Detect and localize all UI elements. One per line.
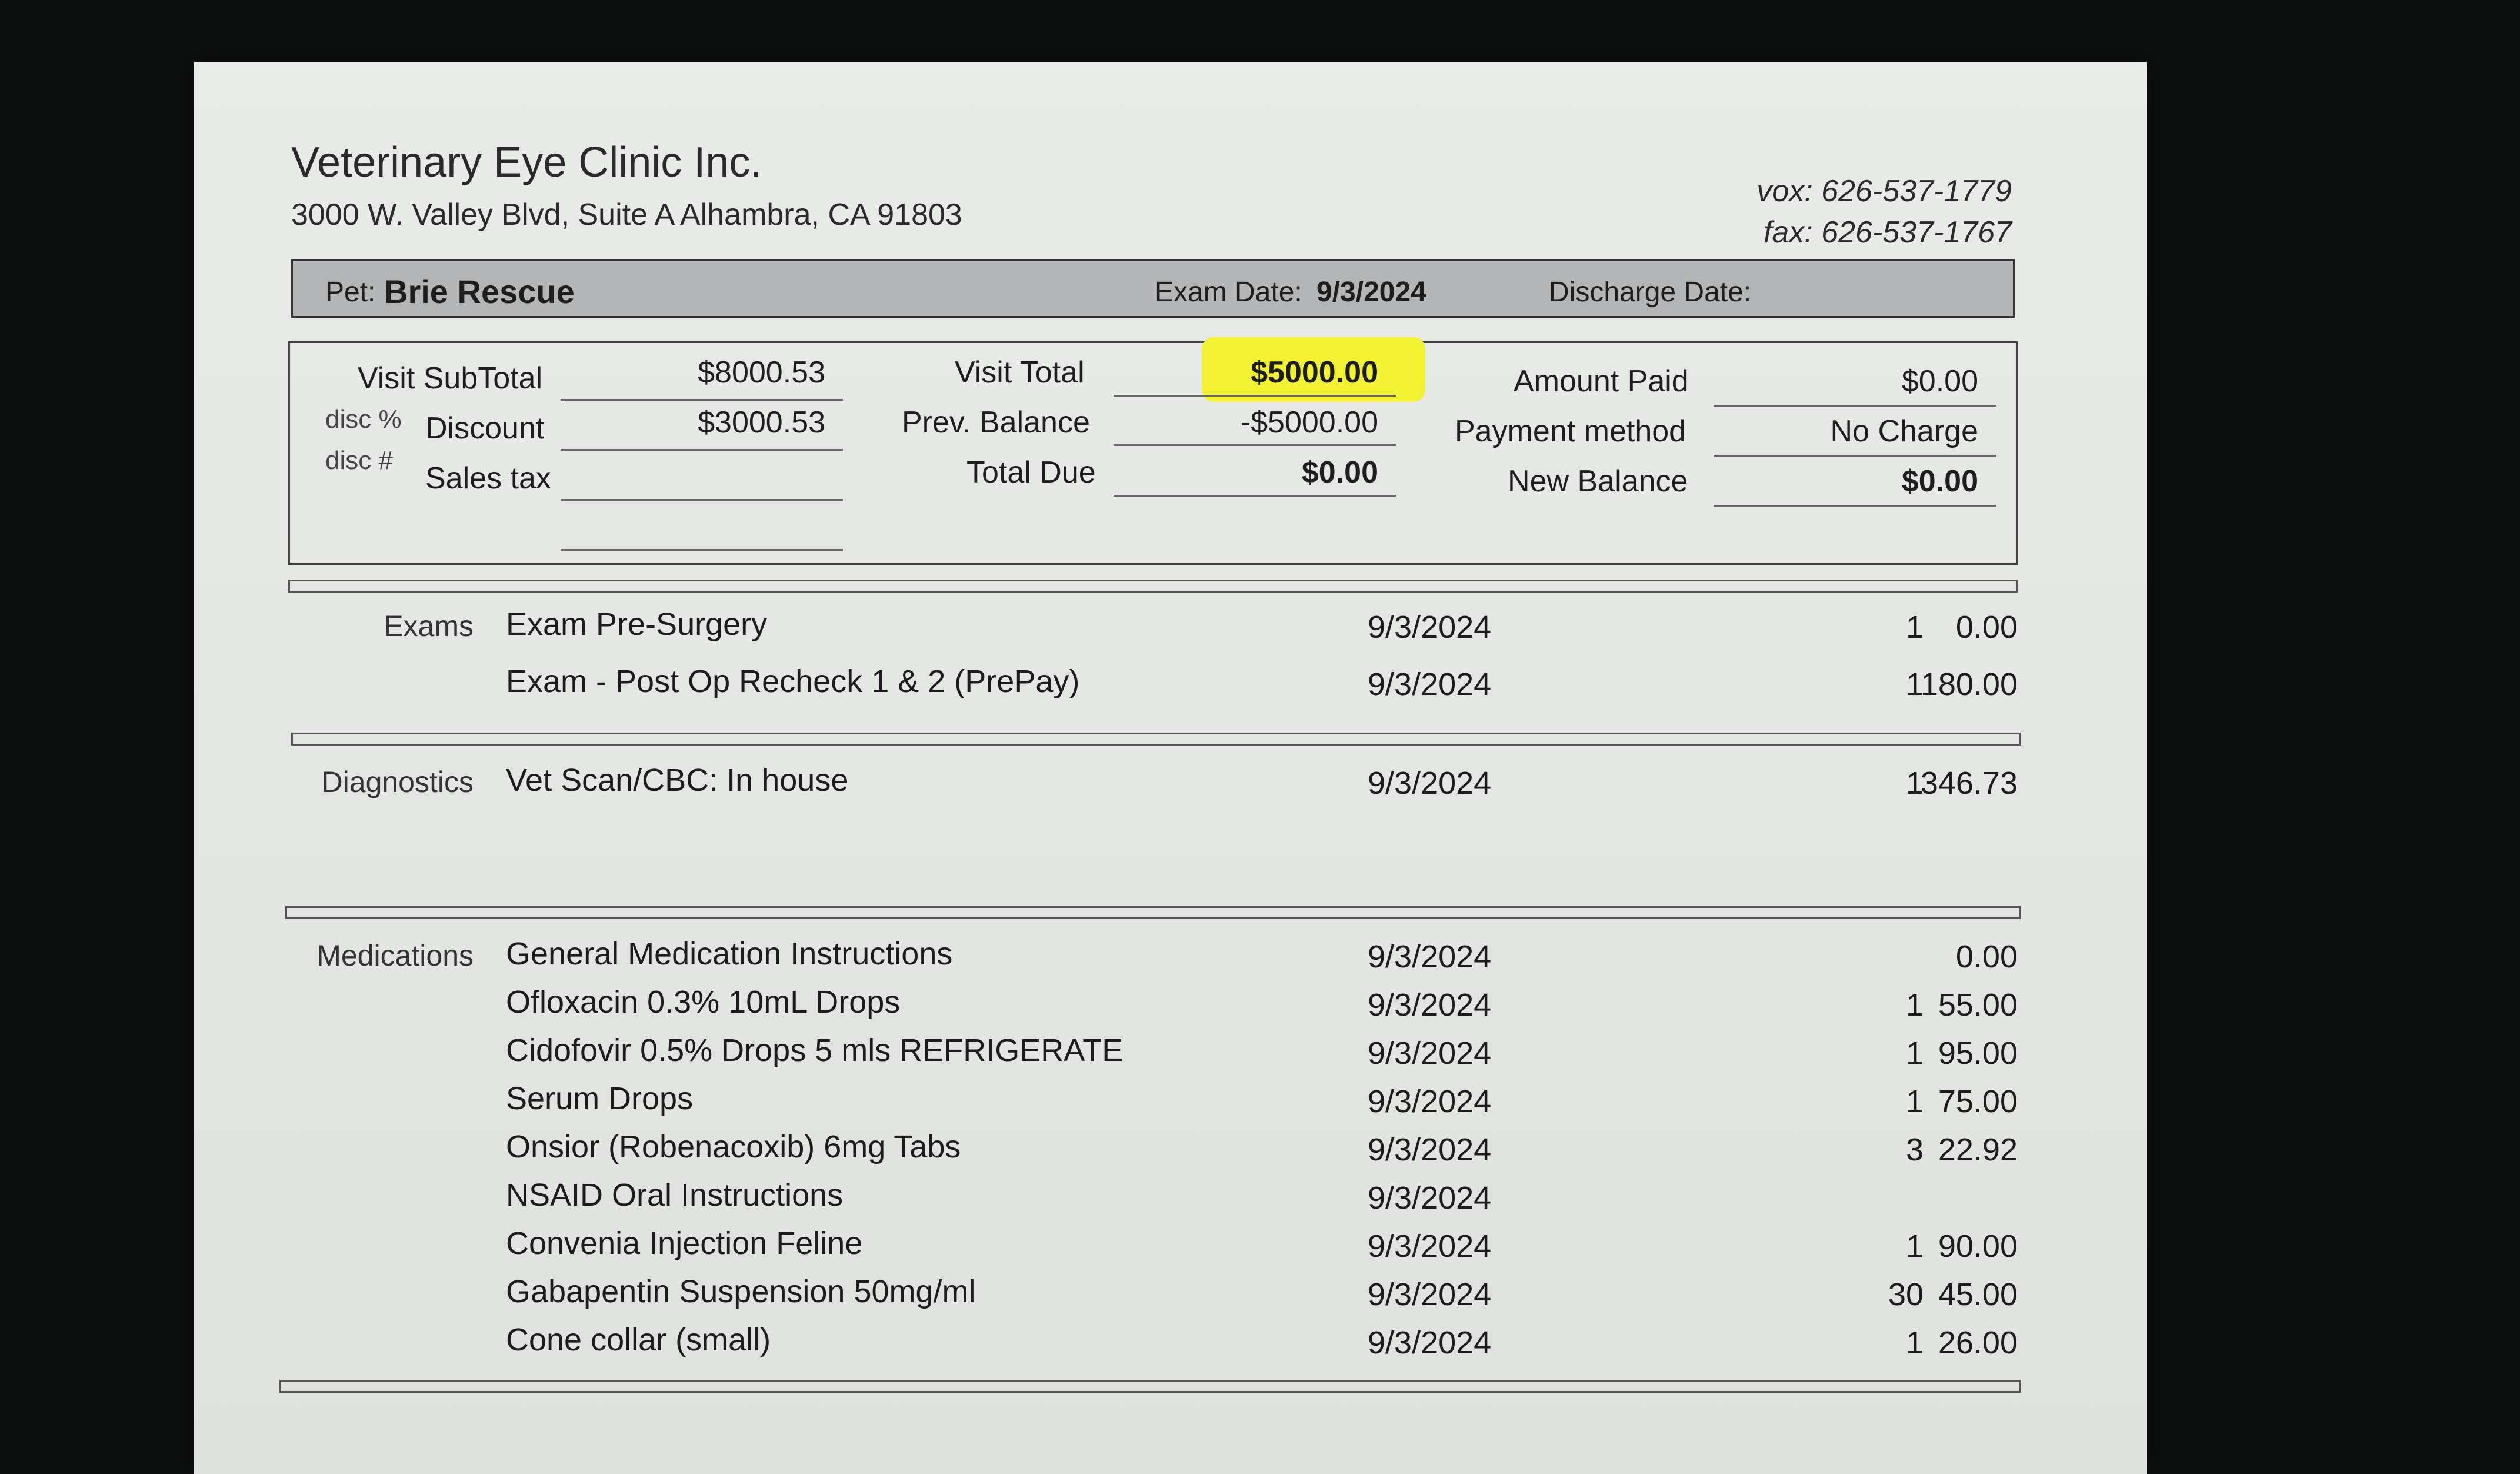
visit-total-label: Visit Total [955, 355, 1085, 390]
item-quantity: 1 [1905, 766, 1924, 801]
item-amount: 180.00 [1920, 667, 2018, 702]
item-amount: 0.00 [1955, 610, 2018, 645]
exams-category-label: Exams [384, 610, 474, 643]
discount-label: Discount [425, 411, 545, 445]
amount-paid-value: $0.00 [1901, 364, 1978, 398]
exam-date-label: Exam Date: [1155, 277, 1302, 308]
pet-name: Brie Rescue [384, 273, 575, 310]
section-separator [288, 580, 2018, 593]
item-description: Cidofovir 0.5% Drops 5 mls REFRIGERATE [506, 1033, 1124, 1068]
pet-label: Pet: [325, 277, 376, 308]
item-quantity: 3 [1905, 1132, 1924, 1167]
item-date: 9/3/2024 [1368, 1229, 1492, 1264]
section-separator [279, 1380, 2021, 1393]
totals-box [288, 341, 2018, 565]
item-date: 9/3/2024 [1368, 766, 1492, 801]
sales-tax-label: Sales tax [425, 461, 551, 495]
item-amount: 0.00 [1955, 939, 2018, 974]
underline [1714, 505, 1996, 507]
visit-total-value: $5000.00 [1251, 355, 1378, 390]
underline [1714, 405, 1996, 407]
total-due-label: Total Due [966, 455, 1096, 490]
amount-paid-label: Amount Paid [1514, 364, 1689, 398]
item-quantity: 1 [1905, 1084, 1924, 1119]
item-date: 9/3/2024 [1368, 667, 1492, 702]
item-amount: 26.00 [1938, 1325, 2018, 1360]
item-quantity: 1 [1905, 1325, 1924, 1360]
underline [561, 499, 843, 501]
item-quantity: 1 [1905, 610, 1924, 645]
item-description: Gabapentin Suspension 50mg/ml [506, 1274, 976, 1309]
underline [561, 399, 843, 401]
disc-number-label: disc # [325, 446, 393, 475]
new-balance-value: $0.00 [1901, 464, 1978, 498]
item-description: General Medication Instructions [506, 936, 953, 971]
item-date: 9/3/2024 [1368, 1325, 1492, 1360]
section-separator [285, 906, 2021, 919]
item-date: 9/3/2024 [1368, 1180, 1492, 1216]
prev-balance-label: Prev. Balance [902, 405, 1090, 440]
item-quantity: 1 [1905, 667, 1924, 702]
item-description: Cone collar (small) [506, 1322, 771, 1357]
item-description: Vet Scan/CBC: In house [506, 763, 849, 798]
item-quantity: 1 [1905, 987, 1924, 1023]
item-date: 9/3/2024 [1368, 1132, 1492, 1167]
disc-percent-label: disc % [325, 405, 402, 434]
underline [1114, 444, 1396, 446]
total-due-value: $0.00 [1301, 455, 1378, 490]
item-amount: 346.73 [1920, 766, 2018, 801]
clinic-address: 3000 W. Valley Blvd, Suite A Alhambra, CA 91803 [291, 198, 962, 232]
item-date: 9/3/2024 [1368, 987, 1492, 1023]
item-amount: 22.92 [1938, 1132, 2018, 1167]
item-amount: 75.00 [1938, 1084, 2018, 1119]
item-description: Exam - Post Op Recheck 1 & 2 (PrePay) [506, 664, 1080, 699]
item-date: 9/3/2024 [1368, 1084, 1492, 1119]
item-description: Onsior (Robenacoxib) 6mg Tabs [506, 1129, 961, 1164]
item-description: Convenia Injection Feline [506, 1226, 863, 1261]
prev-balance-value: -$5000.00 [1240, 405, 1378, 440]
clinic-phone: vox: 626-537-1779 [1756, 174, 2012, 208]
visit-subtotal-label: Visit SubTotal [358, 361, 543, 395]
clinic-name: Veterinary Eye Clinic Inc. [291, 139, 762, 186]
invoice-paper [194, 62, 2147, 1474]
item-date: 9/3/2024 [1368, 1277, 1492, 1312]
pet-info-bar [291, 259, 2015, 318]
payment-method-label: Payment method [1455, 414, 1686, 448]
visit-subtotal-value: $8000.53 [698, 355, 825, 390]
item-quantity: 30 [1888, 1277, 1924, 1312]
item-description: Serum Drops [506, 1081, 694, 1116]
item-date: 9/3/2024 [1368, 939, 1492, 974]
item-description: NSAID Oral Instructions [506, 1177, 844, 1213]
discharge-date-label: Discharge Date: [1549, 277, 1752, 308]
item-date: 9/3/2024 [1368, 1036, 1492, 1071]
underline [561, 549, 843, 551]
underline [1714, 455, 1996, 457]
new-balance-label: New Balance [1508, 464, 1688, 498]
item-amount: 55.00 [1938, 987, 2018, 1023]
exam-date: 9/3/2024 [1316, 277, 1426, 308]
item-amount: 95.00 [1938, 1036, 2018, 1071]
diagnostics-category-label: Diagnostics [321, 766, 474, 798]
payment-method-value: No Charge [1830, 414, 1978, 448]
underline [1114, 395, 1396, 397]
clinic-fax: fax: 626-537-1767 [1763, 215, 2012, 249]
item-amount: 45.00 [1938, 1277, 2018, 1312]
item-quantity: 1 [1905, 1036, 1924, 1071]
item-description: Exam Pre-Surgery [506, 607, 768, 642]
discount-value: $3000.53 [698, 405, 825, 440]
section-separator [291, 733, 2021, 746]
item-quantity: 1 [1905, 1229, 1924, 1264]
underline [1114, 495, 1396, 497]
underline [561, 449, 843, 451]
item-description: Ofloxacin 0.3% 10mL Drops [506, 984, 901, 1020]
medications-category-label: Medications [316, 939, 474, 972]
item-date: 9/3/2024 [1368, 610, 1492, 645]
item-amount: 90.00 [1938, 1229, 2018, 1264]
